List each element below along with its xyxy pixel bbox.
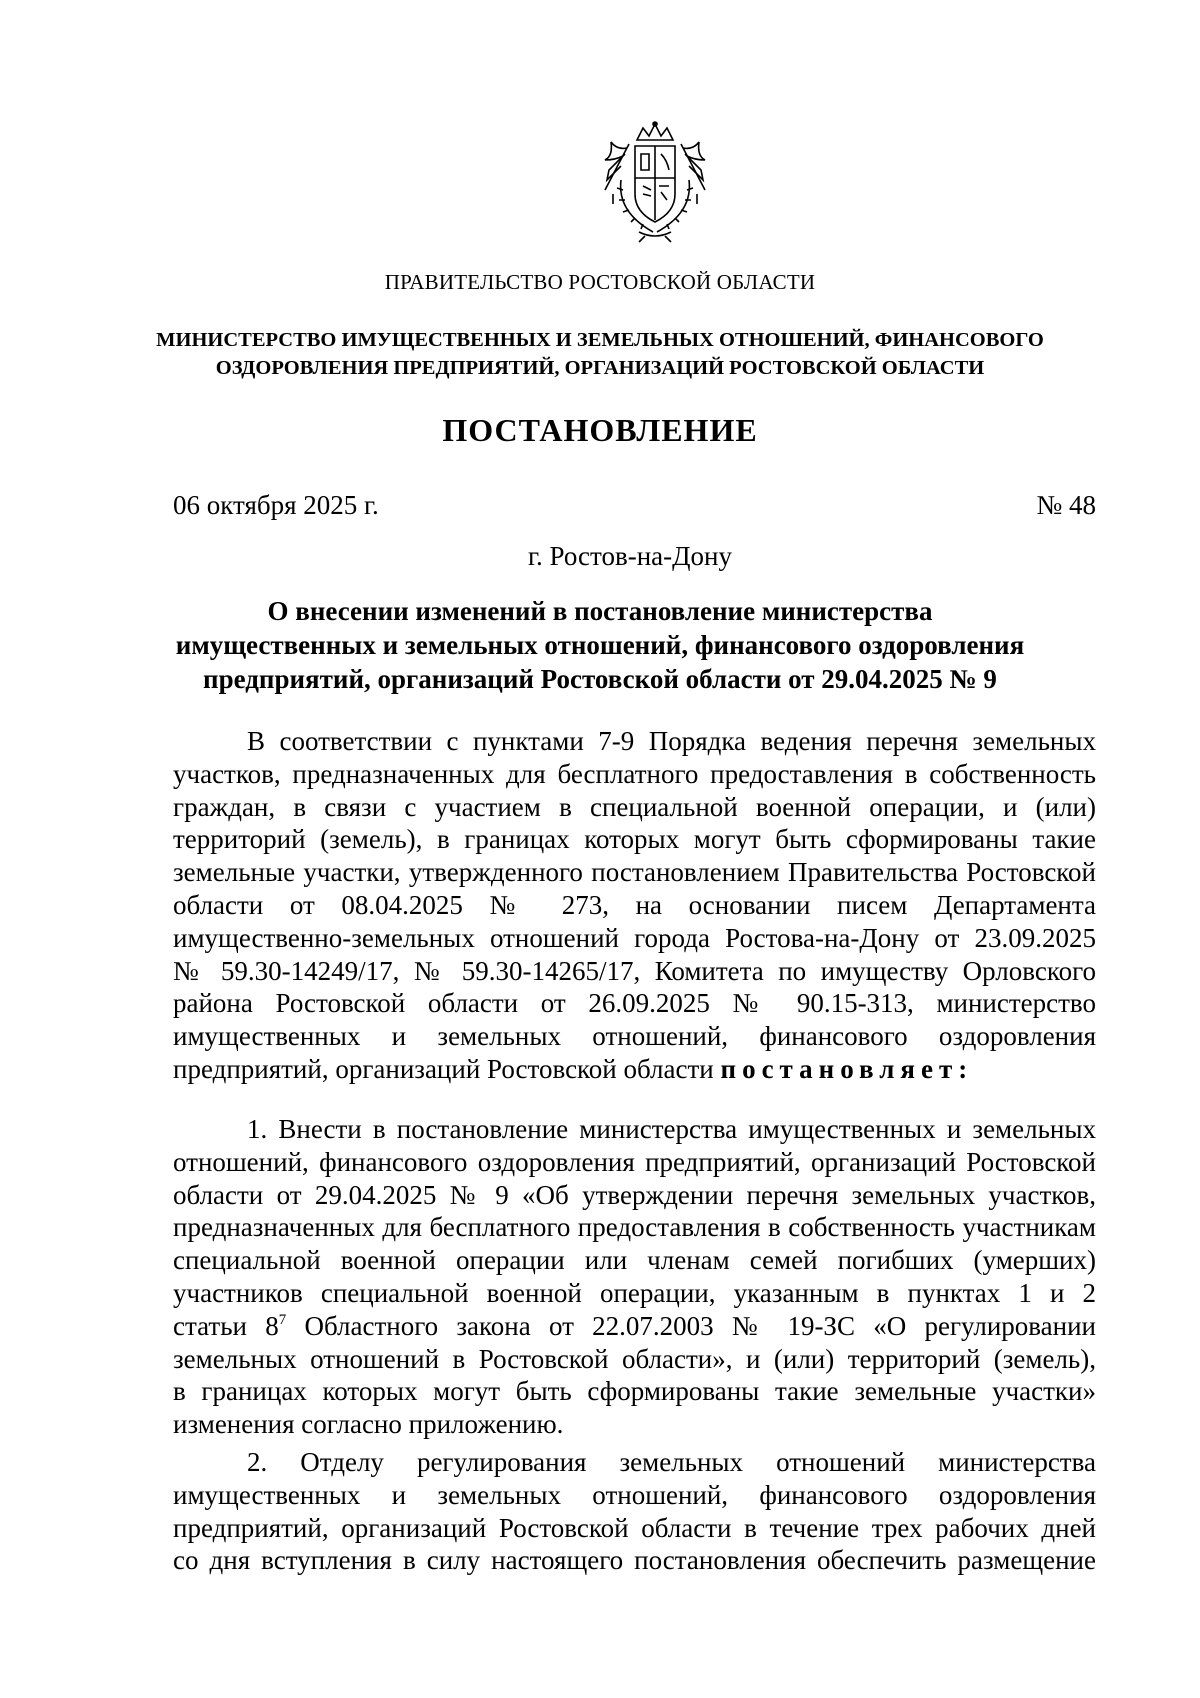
paragraph-line: предприятий, организаций Ростовской области в течение трех рабочих дней	[173, 1512, 1096, 1543]
paragraph-line: области от 29.04.2025 № 9 «Об утверждении перечня земельных участков,	[173, 1179, 1096, 1210]
paragraph-line: отношений, финансового оздоровления предприятий, организаций Ростовской	[173, 1146, 1096, 1177]
subject-line: предприятий, организаций Ростовской области от 29.04.2025 № 9	[203, 664, 997, 694]
paragraph-line: имущественных и земельных отношений, финансового оздоровления	[173, 1021, 1096, 1052]
document-subject	[0, 594, 1200, 696]
paragraph-text: предприятий, организаций Ростовской области	[173, 1053, 721, 1084]
paragraph-line: граждан, в связи с участием в специальной военной операции, и (или)	[173, 791, 1096, 822]
document-date: 06 октября 2025 г.	[173, 490, 379, 520]
ministry-name-line-2: ОЗДОРОВЛЕНИЯ ПРЕДПРИЯТИЙ, ОРГАНИЗАЦИЙ РОСТОВСКОЙ ОБЛАСТИ	[215, 357, 985, 379]
ministry-name-line-1: МИНИСТЕРСТВО ИМУЩЕСТВЕННЫХ И ЗЕМЕЛЬНЫХ ОТНОШЕНИЙ, ФИНАНСОВОГО	[156, 329, 1044, 351]
document-type-title: ПОСТАНОВЛЕНИЕ	[442, 412, 758, 448]
paragraph-line: 1. Внести в постановление министерства имущественных и земельных	[247, 1114, 1096, 1144]
item-2-paragraph	[173, 1446, 1096, 1577]
law-ref: Областного закона от 22.07.2003 № 19-ЗС «О регулировании	[286, 1310, 1096, 1341]
ministry-name	[0, 326, 1200, 382]
paragraph-line: участников специальной военной операции, указанным в пунктах 1 и 2	[173, 1277, 1096, 1308]
paragraph-line: имущественных и земельных отношений, финансового оздоровления	[173, 1479, 1096, 1510]
paragraph-line: земельные участки, утвержденного постановлением Правительства Ростовской	[173, 857, 1096, 888]
paragraph-line	[173, 1310, 1096, 1343]
paragraph-line: 2. Отделу регулирования земельных отношений министерства	[247, 1447, 1096, 1477]
paragraph-line: № 59.30-14249/17, № 59.30-14265/17, Комитета по имуществу Орловского	[173, 955, 1096, 986]
paragraph-line: изменения согласно приложению.	[173, 1409, 564, 1440]
article-superscript: 7	[278, 1311, 287, 1328]
paragraph-line: предназначенных для бесплатного предоставления в собственность участникам	[173, 1212, 1096, 1243]
paragraph-line: В соответствии с пунктами 7-9 Порядка ведения перечня земельных	[247, 726, 1096, 756]
paragraph-line: области от 08.04.2025 № 273, на основании писем Департамента	[173, 889, 1096, 920]
paragraph-line: в границах которых могут быть сформированы такие земельные участки»	[173, 1376, 1096, 1407]
subject-line: имущественных и земельных отношений, финансового оздоровления	[175, 630, 1025, 660]
paragraph-line: участков, предназначенных для бесплатного предоставления в собственность	[173, 758, 1096, 789]
paragraph-line: земельных отношений в Ростовской области», и (или) территорий (земель),	[173, 1343, 1096, 1374]
preamble-paragraph	[173, 725, 1096, 1086]
document-number: № 48	[1036, 490, 1096, 520]
paragraph-line: со дня вступления в силу настоящего постановления обеспечить размещение	[173, 1545, 1096, 1576]
government-name: ПРАВИТЕЛЬСТВО РОСТОВСКОЙ ОБЛАСТИ	[384, 270, 816, 294]
item-1-paragraph	[173, 1113, 1096, 1441]
document-city: г. Ростов-на-Дону	[527, 541, 732, 571]
article-ref: статьи 8	[173, 1310, 279, 1341]
paragraph-line	[173, 1053, 1096, 1086]
paragraph-line: района Ростовской области от 26.09.2025 № 90.15-313, министерство	[173, 988, 1096, 1019]
coat-of-arms-icon	[599, 120, 711, 244]
paragraph-line: специальной военной операции или членам семей погибших (умерших)	[173, 1245, 1096, 1276]
resolves-word: постановляет:	[720, 1053, 974, 1084]
subject-line: О внесении изменений в постановление министерства	[267, 596, 933, 626]
paragraph-line: территорий (земель), в границах которых могут быть сформированы такие	[173, 824, 1096, 855]
paragraph-line: имущественно-земельных отношений города Ростова-на-Дону от 23.09.2025	[173, 922, 1096, 953]
